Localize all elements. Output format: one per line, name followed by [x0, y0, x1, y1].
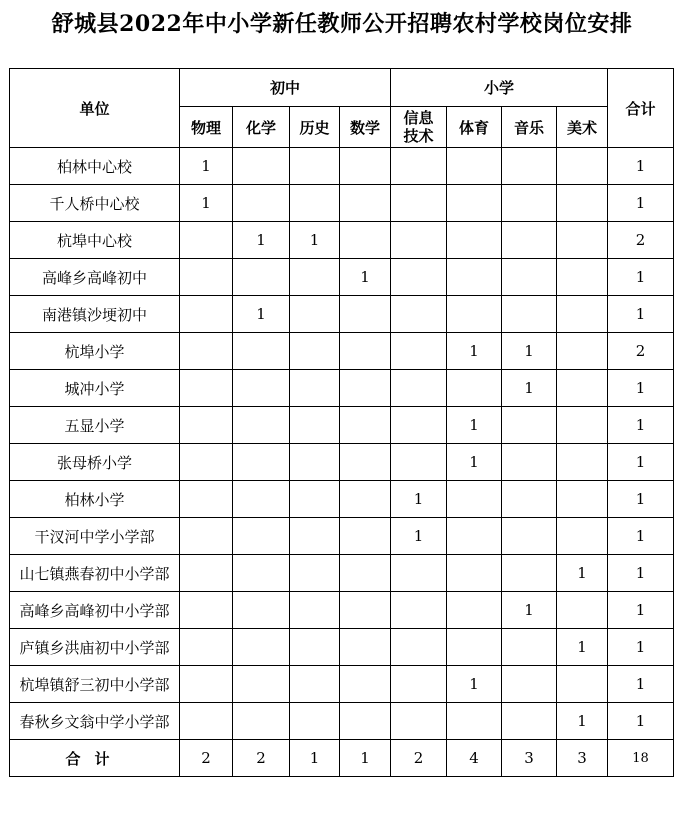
count-cell [290, 259, 340, 296]
count-cell [340, 333, 391, 370]
row-total-cell: 1 [608, 481, 674, 518]
count-cell [391, 629, 447, 666]
count-cell [180, 703, 233, 740]
column-total-cell: 3 [557, 740, 608, 777]
count-cell [290, 407, 340, 444]
count-cell [233, 370, 290, 407]
count-cell [340, 296, 391, 333]
count-cell: 1 [557, 629, 608, 666]
count-cell [447, 222, 502, 259]
count-cell [557, 666, 608, 703]
count-cell [391, 407, 447, 444]
count-cell [233, 259, 290, 296]
table-row [10, 296, 674, 333]
count-cell [557, 592, 608, 629]
row-total-cell: 1 [608, 703, 674, 740]
column-total-cell: 4 [447, 740, 502, 777]
unit-name-cell: 庐镇乡洪庙初中小学部 [10, 629, 180, 666]
count-cell: 1 [557, 555, 608, 592]
count-cell [502, 444, 557, 481]
count-cell [340, 222, 391, 259]
count-cell: 1 [391, 481, 447, 518]
count-cell [290, 518, 340, 555]
header-subject-music: 音乐 [502, 107, 557, 148]
unit-name-cell: 杭埠小学 [10, 333, 180, 370]
column-total-cell: 2 [391, 740, 447, 777]
count-cell [391, 370, 447, 407]
count-cell [290, 444, 340, 481]
count-cell [502, 481, 557, 518]
row-total-cell: 1 [608, 296, 674, 333]
row-total-cell: 1 [608, 666, 674, 703]
count-cell [340, 666, 391, 703]
recruitment-table [9, 68, 674, 777]
count-cell [557, 259, 608, 296]
table-row [10, 148, 674, 185]
unit-name-cell: 五显小学 [10, 407, 180, 444]
count-cell [340, 703, 391, 740]
count-cell [447, 518, 502, 555]
count-cell [391, 222, 447, 259]
header-subject-history: 历史 [290, 107, 340, 148]
table-row [10, 666, 674, 703]
table-row [10, 518, 674, 555]
count-cell [180, 296, 233, 333]
count-cell [180, 407, 233, 444]
count-cell [180, 481, 233, 518]
count-cell [233, 481, 290, 518]
count-cell [233, 629, 290, 666]
count-cell [557, 444, 608, 481]
count-cell [340, 555, 391, 592]
column-total-cell: 2 [233, 740, 290, 777]
count-cell [290, 481, 340, 518]
count-cell: 1 [502, 370, 557, 407]
count-cell [180, 222, 233, 259]
count-cell [447, 370, 502, 407]
header-unit: 单位 [10, 69, 180, 148]
count-cell [391, 592, 447, 629]
count-cell [502, 629, 557, 666]
count-cell [557, 185, 608, 222]
count-cell [502, 703, 557, 740]
unit-name-cell: 城冲小学 [10, 370, 180, 407]
table-row [10, 333, 674, 370]
count-cell [233, 666, 290, 703]
table-row [10, 703, 674, 740]
count-cell [447, 555, 502, 592]
count-cell [340, 592, 391, 629]
count-cell [180, 518, 233, 555]
header-subject-pe: 体育 [447, 107, 502, 148]
table-row [10, 185, 674, 222]
count-cell [340, 148, 391, 185]
count-cell [180, 333, 233, 370]
count-cell [233, 703, 290, 740]
count-cell [557, 148, 608, 185]
count-cell [340, 185, 391, 222]
header-total: 合计 [608, 69, 674, 148]
table-row [10, 592, 674, 629]
count-cell [290, 370, 340, 407]
column-total-cell: 1 [340, 740, 391, 777]
unit-name-cell: 高峰乡高峰初中小学部 [10, 592, 180, 629]
header-subject-physics: 物理 [180, 107, 233, 148]
count-cell [391, 555, 447, 592]
count-cell: 1 [502, 333, 557, 370]
page-title: 舒城县2022年中小学新任教师公开招聘农村学校岗位安排 [51, 11, 633, 37]
count-cell: 1 [340, 259, 391, 296]
table-row [10, 555, 674, 592]
count-cell [391, 666, 447, 703]
table-row [10, 370, 674, 407]
row-total-cell: 1 [608, 629, 674, 666]
table-row [10, 259, 674, 296]
unit-name-cell: 柏林小学 [10, 481, 180, 518]
count-cell [340, 407, 391, 444]
count-cell [180, 666, 233, 703]
count-cell [502, 296, 557, 333]
count-cell [290, 592, 340, 629]
count-cell [340, 481, 391, 518]
unit-name-cell: 山七镇燕春初中小学部 [10, 555, 180, 592]
table-row [10, 407, 674, 444]
unit-name-cell: 春秋乡文翁中学小学部 [10, 703, 180, 740]
unit-name-cell: 高峰乡高峰初中 [10, 259, 180, 296]
row-total-cell: 1 [608, 444, 674, 481]
count-cell [290, 703, 340, 740]
table-row [10, 222, 674, 259]
row-total-cell: 1 [608, 555, 674, 592]
count-cell [447, 703, 502, 740]
column-total-cell: 1 [290, 740, 340, 777]
count-cell [502, 148, 557, 185]
count-cell [391, 296, 447, 333]
count-cell [502, 259, 557, 296]
count-cell [340, 444, 391, 481]
count-cell [233, 555, 290, 592]
header-subject-it [391, 107, 447, 148]
count-cell: 1 [233, 296, 290, 333]
count-cell [447, 185, 502, 222]
count-cell: 1 [233, 222, 290, 259]
table-row [10, 629, 674, 666]
count-cell [290, 185, 340, 222]
header-subject-chemistry: 化学 [233, 107, 290, 148]
unit-name-cell: 柏林中心校 [10, 148, 180, 185]
unit-name-cell: 南港镇沙埂初中 [10, 296, 180, 333]
header-row-groups [10, 69, 674, 107]
count-cell: 1 [180, 185, 233, 222]
count-cell [502, 666, 557, 703]
count-cell [340, 629, 391, 666]
row-total-cell: 1 [608, 370, 674, 407]
count-cell [180, 555, 233, 592]
row-total-cell: 1 [608, 185, 674, 222]
header-subject-it-line2: 技术 [403, 127, 434, 145]
count-cell: 1 [391, 518, 447, 555]
count-cell: 1 [502, 592, 557, 629]
count-cell [290, 666, 340, 703]
column-total-cell: 3 [502, 740, 557, 777]
count-cell [447, 296, 502, 333]
column-total-cell: 2 [180, 740, 233, 777]
count-cell [233, 185, 290, 222]
count-cell [391, 703, 447, 740]
count-cell: 1 [180, 148, 233, 185]
count-cell [502, 407, 557, 444]
count-cell [391, 185, 447, 222]
count-cell [502, 222, 557, 259]
count-cell [502, 555, 557, 592]
count-cell: 1 [447, 444, 502, 481]
count-cell [447, 629, 502, 666]
header-group-primary: 小学 [391, 69, 608, 107]
row-total-cell: 1 [608, 518, 674, 555]
table-row [10, 481, 674, 518]
count-cell [340, 370, 391, 407]
count-cell [290, 148, 340, 185]
row-total-cell: 1 [608, 407, 674, 444]
count-cell [180, 444, 233, 481]
row-total-cell: 1 [608, 148, 674, 185]
count-cell [447, 259, 502, 296]
row-total-cell: 2 [608, 333, 674, 370]
count-cell: 1 [447, 666, 502, 703]
unit-name-cell: 张母桥小学 [10, 444, 180, 481]
count-cell [290, 333, 340, 370]
count-cell [233, 333, 290, 370]
count-cell [557, 481, 608, 518]
count-cell [502, 518, 557, 555]
count-cell: 1 [557, 703, 608, 740]
grand-total-cell: 18 [608, 740, 674, 777]
count-cell [180, 629, 233, 666]
unit-name-cell: 干汊河中学小学部 [10, 518, 180, 555]
count-cell [233, 592, 290, 629]
count-cell [557, 296, 608, 333]
header-subject-it-line1: 信息 [403, 109, 434, 127]
count-cell [340, 518, 391, 555]
count-cell [290, 296, 340, 333]
unit-name-cell: 千人桥中心校 [10, 185, 180, 222]
count-cell [502, 185, 557, 222]
count-cell [447, 481, 502, 518]
count-cell [557, 370, 608, 407]
count-cell: 1 [290, 222, 340, 259]
unit-name-cell: 杭埠中心校 [10, 222, 180, 259]
count-cell [233, 518, 290, 555]
count-cell [233, 148, 290, 185]
count-cell [233, 407, 290, 444]
header-subject-art: 美术 [557, 107, 608, 148]
count-cell [391, 333, 447, 370]
count-cell [391, 148, 447, 185]
table-row [10, 444, 674, 481]
count-cell [290, 555, 340, 592]
count-cell [180, 592, 233, 629]
count-cell [557, 222, 608, 259]
count-cell [447, 592, 502, 629]
count-cell [447, 148, 502, 185]
unit-name-cell: 杭埠镇舒三初中小学部 [10, 666, 180, 703]
count-cell [290, 629, 340, 666]
count-cell: 1 [447, 333, 502, 370]
count-cell [557, 518, 608, 555]
header-group-junior: 初中 [180, 69, 391, 107]
totals-label: 合计 [10, 740, 180, 777]
row-total-cell: 2 [608, 222, 674, 259]
totals-row [10, 740, 674, 777]
count-cell [233, 444, 290, 481]
count-cell [391, 444, 447, 481]
count-cell [391, 259, 447, 296]
count-cell [180, 370, 233, 407]
header-subject-math: 数学 [340, 107, 391, 148]
count-cell [557, 333, 608, 370]
count-cell [557, 407, 608, 444]
count-cell: 1 [447, 407, 502, 444]
row-total-cell: 1 [608, 259, 674, 296]
count-cell [180, 259, 233, 296]
row-total-cell: 1 [608, 592, 674, 629]
